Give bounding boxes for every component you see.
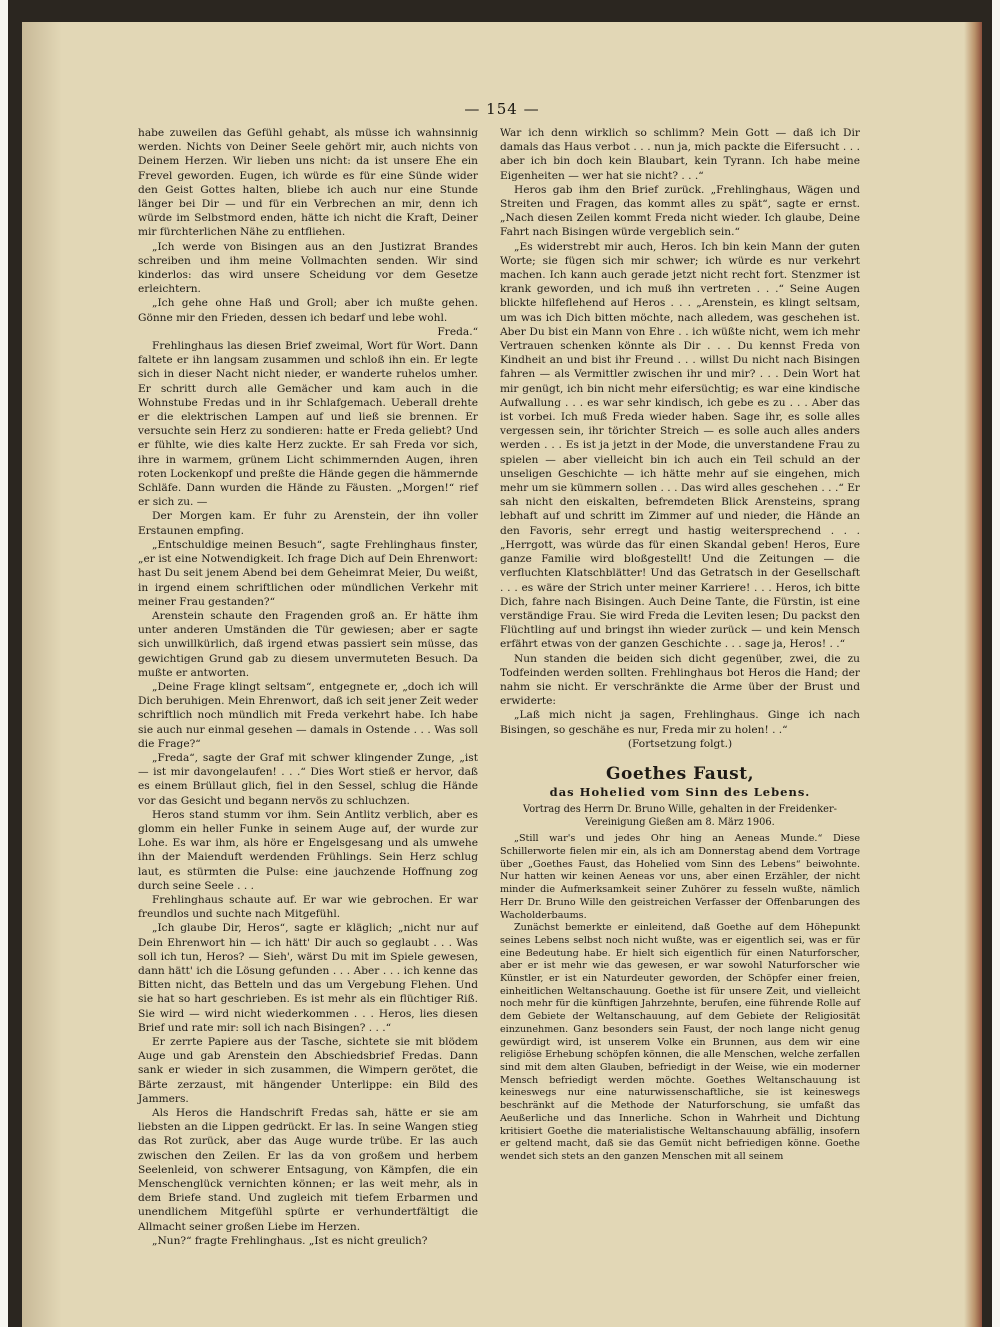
spine-shadow: [22, 22, 62, 1327]
paragraph: War ich denn wirklich so schlimm? Mein Gott — daß ich Dir damals das Haus verbot . . . nun ja, mich packte die Eifersucht . . . aber ich bin doch kein Blaubart, kein Tyrann. Ich habe meine Eigenheiten — wer hat sie nicht? . . .“: [500, 127, 860, 182]
lecture-note: Vortrag des Herrn Dr. Bruno Wille, gehalten in der Freidenker-Vereinigung Gießen am 8. März 1906.: [523, 804, 837, 829]
paragraph: „Freda“, sagte der Graf mit schwer klingender Zunge, „ist — ist mir davongelaufen! . . .“ Dies Wort stieß er hervor, daß es einem Brüllaut glich, fiel in den Sessel, schlug die Hände vor das Gesicht und begann nervös zu schluchzen.: [138, 751, 478, 807]
article-title: Goethes Faust,: [605, 763, 755, 784]
page-edge-binding: [964, 22, 982, 1327]
paragraph: Heros stand stumm vor ihm. Sein Antlitz verblich, aber es glomm ein heller Funke in seinem Auge auf, der wurde zur Lohe. Es war ihm, als höre er Engelsgesang und als umwehe ihn der Maienduft werdenden Frühlings. Sein Herz schlug laut, es stürmten die Pulse: eine jauchzende Hoffnung zog durch seine Seele . . .: [138, 808, 478, 892]
paragraph: Frehlinghaus schaute auf. Er war wie gebrochen. Er war freundlos und suchte nach Mitgefühl.: [138, 893, 478, 921]
book-page: [22, 22, 982, 1327]
paragraph: „Ich gehe ohne Haß und Groll; aber ich mußte gehen. Gönne mir den Frieden, dessen ich bedarf und lebe wohl.: [138, 297, 478, 324]
paragraph: Heros gab ihm den Brief zurück. „Frehlinghaus, Wägen und Streiten und Fragen, das kommt alles zu spät“, sagte er ernst. „Nach diesen Zeilen kommt Freda nicht wieder. Ich glaube, Deine Fahrt nach Bisingen würde vergeblich sein.“: [500, 183, 860, 239]
continuation-note: (Fortsetzung folgt.): [627, 737, 733, 750]
paragraph: „Laß mich nicht ja sagen, Frehlinghaus. Ginge ich nach Bisingen, so geschähe es nur, Freda mir zu holen! . .“: [500, 709, 860, 736]
paragraph: „Es widerstrebt mir auch, Heros. Ich bin kein Mann der guten Worte; sie fügen sich mir schwer; ich würde es nur verkehrt machen. Ich kann auch gerade jetzt nicht recht fort. Stenzmer ist krank geworden, und ich muß ihn vertreten . . .“ Seine Augen blickte hilfeflehend auf Heros . . . „Arenstein, es klingt seltsam, um was ich Dich bitten möchte, nach alledem, was geschehen ist. Aber Du bist ein Mann von Ehre . . ich wüßte nicht, wem ich mehr Vertrauen schenken könnte als Dir . . . Du kennst Freda von Kindheit an und bist ihr Freund . . . willst Du nicht nach Bisingen fahren — als Vermittler zwischen ihr und mir? . . . Dein Wort hat mir genügt, ich bin nicht mehr eifersüchtig; es war eine kindische Aufwallung . . . es war sehr kindisch, ich gebe es zu . . . Aber das ist vorbei. Ich muß Freda wieder haben. Sage ihr, es solle alles vergessen sein, ihr törichter Streich — es solle auch alles anders werden . . . Es ist ja jetzt in der Mode, die unverstandene Frau zu spielen — aber vielleicht bin ich auch ein Teil schuld an der unseligen Geschichte — ich hätte mehr auf sie eingehen, mich mehr um sie kümmern sollen . . . Das wird alles geschehen . . .“ Er sah nicht den eiskalten, befremdeten Blick Arensteins, sprang lebhaft auf und schritt im Zimmer auf und nieder, die Hände an den Favoris, sehr erregt und hastig weitersprechend . . . „Herrgott, was würde das für einen Skandal geben! Heros, Eure ganze Familie wird bloßgestellt! Und die Zeitungen — die verfluchten Klatschblätter! Und das Getratsch in der Gesellschaft . . . es wäre der Strich unter meiner Karriere! . . . Heros, ich bitte Dich, fahre nach Bisingen. Auch Deine Tante, die Fürstin, ist eine verständige Frau. Sie wird Freda die Leviten lesen; Du packst den Flüchtling auf und bringst ihn wieder zurück — und kein Mensch erfährt etwas von der ganzen Geschichte . . . sage ja, Heros! . .“: [500, 240, 860, 651]
left-column: [138, 126, 478, 1248]
paragraph: „Entschuldige meinen Besuch“, sagte Frehlinghaus finster, „er ist eine Notwendigkeit. Ich frage Dich auf Dein Ehrenwort: hast Du seit jenem Abend bei dem Geheimrat Meier, Du weißt, in irgend einem schriftlichen oder mündlichen Verkehr mit meiner Frau gestanden?“: [138, 538, 478, 608]
paragraph: „Ich werde von Bisingen aus an den Justizrat Brandes schreiben und ihm meine Vollmachten senden. Wir sind kinderlos: das wird unsere Scheidung vor dem Gesetze erleichtern.: [138, 240, 478, 296]
paragraph: Er zerrte Papiere aus der Tasche, sichtete sie mit blödem Auge und gab Arenstein den Abschiedsbrief Fredas. Dann sank er wieder in sich zusammen, die Wimpern gerötet, die Bärte zerzaust, mit hängender Unterlippe: ein Bild des Jammers.: [138, 1036, 478, 1105]
paragraph: „Ich glaube Dir, Heros“, sagte er kläglich; „nicht nur auf Dein Ehrenwort hin — ich hätt' Dir auch so geglaubt . . . Was soll ich tun, Heros? — Sieh', wärst Du mit im Spiele gewesen, dann hätt' ich die Lösung gefunden . . . Aber . . . ich kenne das Bitten nicht, das Betteln und das um Vergebung Flehen. Und sie hat so hart geschrieben. Es ist mehr als ein flüchtiger Riß. Sie wird — wird nicht wiederkommen . . . Heros, lies diesen Brief und rate mir: soll ich nach Bisingen? . . .“: [138, 922, 478, 1034]
article-subtitle: das Hohelied vom Sinn des Lebens.: [549, 785, 811, 800]
paragraph: Der Morgen kam. Er fuhr zu Arenstein, der ihn voller Erstaunen empfing.: [138, 510, 478, 537]
paragraph: „Nun?“ fragte Frehlinghaus. „Ist es nicht greulich?: [152, 1234, 428, 1247]
paragraph: Arenstein schaute den Fragenden groß an. Er hätte ihm unter anderen Umständen die Tür gewiesen; aber er sagte sich unwillkürlich, daß irgend etwas passiert sein müsse, das gewichtigen Grund gab zu diesem unvermuteten Besuch. Da mußte er antworten.: [138, 609, 478, 679]
letter-signature: Freda.“: [437, 325, 478, 338]
paragraph: „Deine Frage klingt seltsam“, entgegnete er, „doch ich will Dich beruhigen. Mein Ehrenwort, daß ich seit jener Zeit weder schriftlich noch mündlich mit Freda verkehrt habe. Ich habe sie auch nur einmal gesehen — damals in Ostende . . . Was soll die Frage?“: [138, 680, 478, 750]
paragraph: Als Heros die Handschrift Fredas sah, hätte er sie am liebsten an die Lippen gedrückt. Er las. In seine Wangen stieg das Rot zurück, aber das Auge wurde trübe. Er las auch zwischen den Zeilen. Er las da von großem und herbem Seelenleid, von schwerer Entsagung, von Kämpfen, die ein Menschenglück vernichten können; er las weit mehr, als in dem Briefe stand. Und zugleich mit tiefem Erbarmen und unendlichem Mitgefühl spürte er verhundertfältigt die Allmacht seiner großen Liebe im Herzen.: [138, 1107, 478, 1233]
right-column: [500, 126, 860, 1164]
paragraph: habe zuweilen das Gefühl gehabt, als müsse ich wahnsinnig werden. Nichts von Deiner Seele gehört mir, auch nichts von Deinem Herzen. Wir lieben uns nicht: da ist unsere Ehe ein Frevel geworden. Eugen, ich würde es für eine Sünde wider den Geist Gottes halten, bliebe ich auch nur eine Stunde länger bei Dir — und für ein Verbrechen an mir, denn ich würde im Selbstmord enden, hätte ich nicht die Kraft, Deiner mir fürchterlichen Nähe zu entfliehen.: [138, 127, 478, 239]
paragraph: Frehlinghaus las diesen Brief zweimal, Wort für Wort. Dann faltete er ihn langsam zusammen und schloß ihn ein. Er legte sich in dieser Nacht nicht nieder, er wanderte ruhelos umher. Er schritt durch alle Gemächer und kam auch in die Wohnstube Fredas und in ihr Schlafgemach. Ueberall drehte er die elektrischen Lampen auf und ließ sie brennen. Er versuchte sein Herz zu sondieren: hatte er Freda geliebt? Und er fühlte, wie dies kalte Herz zuckte. Er sah Freda vor sich, ihre in warmem, grünem Licht schimmernden Augen, ihren roten Lockenkopf und preßte die Hände gegen die hämmernde Schläfe. Dann wurden die Hände zu Fäusten. „Morgen!“ rief er sich zu. —: [138, 340, 478, 509]
paragraph: Nun standen die beiden sich dicht gegenüber, zwei, die zu Todfeinden werden sollten. Frehlinghaus bot Heros die Hand; der nahm sie nicht. Er verschränkte die Arme über der Brust und erwiderte:: [500, 652, 860, 708]
article-paragraph: „Still war's und jedes Ohr hing an Aeneas Munde.“ Diese Schillerworte fielen mir ein, als ich am Donnerstag abend dem Vortrage über „Goethes Faust, das Hohelied vom Sinn des Lebens“ beiwohnte. Nur hatten wir keinen Aeneas vor uns, aber einen Erzähler, der nicht minder die Aufmerksamkeit seiner Zuhörer zu fesseln wußte, nämlich Herr Dr. Bruno Wille den geistreichen Verfasser der Offenbarungen des Wacholderbaums.: [500, 833, 860, 921]
page-number: — 154 —: [464, 100, 540, 118]
article-paragraph: Zunächst bemerkte er einleitend, daß Goethe auf dem Höhepunkt seines Lebens selbst noch nicht wußte, was er eigentlich sei, was er für eine Bedeutung habe. Er hielt sich eigentlich für einen Naturforscher, aber er ist mehr wie das gewesen, er war sowohl Naturforscher wie Künstler, er ist ein Naturdeuter geworden, der Schöpfer einer freien, einheitlichen Weltanschauung. Goethe ist für unsere Zeit, und vielleicht noch mehr für die künftigen Jahrzehnte, berufen, eine führende Rolle auf dem Gebiete der Weltanschauung, auf dem Gebiete der Religiosität einzunehmen. Ganz besonders sein Faust, der noch lange nicht genug gewürdigt wird, ist unserem Volke ein Brunnen, aus dem wir eine religiöse Erhebung schöpfen können, die alle Menschen, welche zerfallen sind mit dem alten Glauben, befriedigt in der Weise, wie ein moderner Mensch befriedigt werden möchte. Goethes Weltanschauung ist keineswegs nur eine naturwissenschaftliche, sie ist keineswegs beschränkt auf die Methode der Naturforschung, sie umfaßt das Aeußerliche und das Innerliche. Schon in Wahrheit und Dichtung kritisiert Goethe die materialistische Weltanschauung abfällig, insofern er geltend macht, daß sie das Gemüt nicht befriedigen könne. Goethe wendet sich stets an den ganzen Menschen mit all seinem: [500, 922, 860, 1162]
